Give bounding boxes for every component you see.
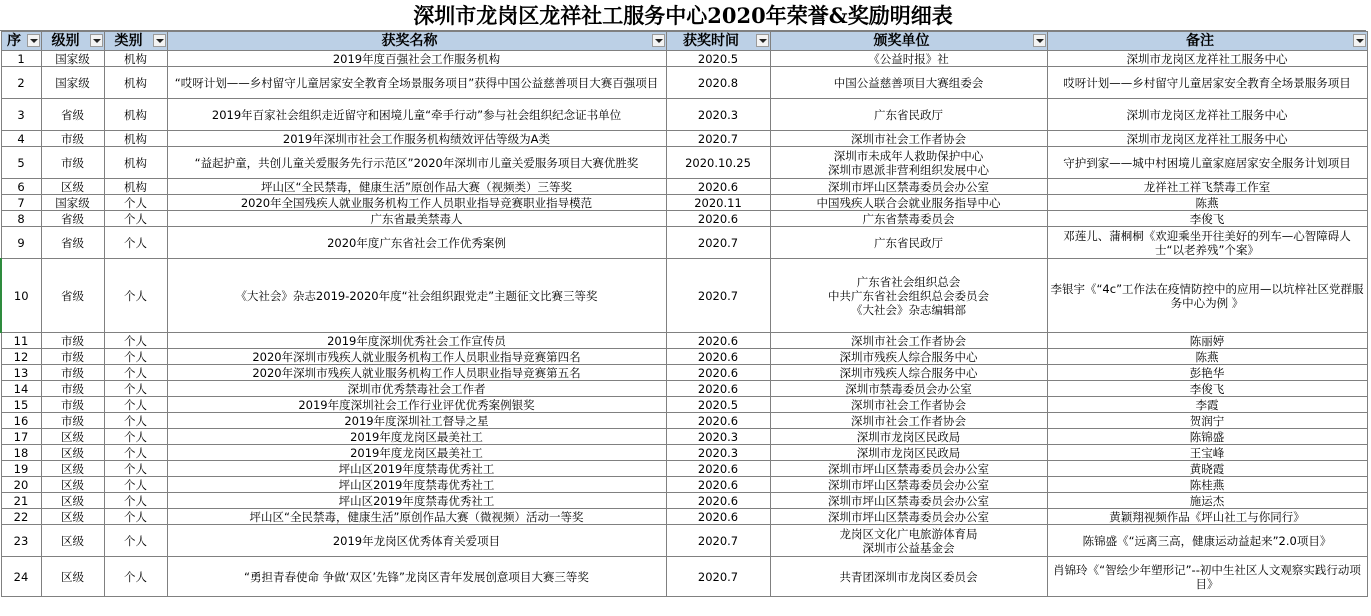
type-cell[interactable]: 个人: [104, 557, 167, 597]
issuer-cell[interactable]: 深圳市坪山区禁毒委员会办公室: [770, 509, 1047, 525]
row-number[interactable]: 17: [1, 429, 41, 445]
type-cell[interactable]: 个人: [104, 365, 167, 381]
level-cell[interactable]: 市级: [41, 413, 104, 429]
row-number[interactable]: 10: [1, 259, 41, 333]
note-cell[interactable]: 哎呀计划——乡村留守儿童居家安全教育全场景服务项目: [1047, 67, 1367, 99]
level-cell[interactable]: 市级: [41, 381, 104, 397]
award-time-cell[interactable]: 2020.6: [666, 179, 770, 195]
type-cell[interactable]: 个人: [104, 397, 167, 413]
type-cell[interactable]: 个人: [104, 509, 167, 525]
table-row: [1, 333, 1367, 349]
award-name-cell[interactable]: 2019年度深圳优秀社会工作宣传员: [167, 333, 666, 349]
award-name-cell[interactable]: 《大社会》杂志2019-2020年度“社会组织跟党走”主题征文比赛三等奖: [167, 259, 666, 333]
table-row: [1, 557, 1367, 597]
table-row: [1, 477, 1367, 493]
row-number[interactable]: 8: [1, 211, 41, 227]
col-header-issuer: 颁奖单位: [770, 32, 1047, 51]
level-cell[interactable]: 区级: [41, 477, 104, 493]
issuer-cell[interactable]: 深圳市残疾人综合服务中心: [770, 365, 1047, 381]
award-name-cell[interactable]: 2020年度广东省社会工作优秀案例: [167, 227, 666, 259]
award-time-cell[interactable]: 2020.7: [666, 525, 770, 557]
table-row: [1, 67, 1367, 99]
note-cell[interactable]: 龙祥社工祥飞禁毒工作室: [1047, 179, 1367, 195]
row-number[interactable]: 11: [1, 333, 41, 349]
award-name-cell[interactable]: 深圳市优秀禁毒社会工作者: [167, 381, 666, 397]
type-cell[interactable]: 个人: [104, 477, 167, 493]
award-time-cell[interactable]: 2020.7: [666, 227, 770, 259]
award-name-cell[interactable]: 2019年深圳市社会工作服务机构绩效评估等级为A类: [167, 131, 666, 147]
note-cell[interactable]: 李俊飞: [1047, 211, 1367, 227]
note-cell[interactable]: 邓莲儿、蒲桐桐《欢迎乘坐开往美好的列车—心智障碍人士“以老养残”个案》: [1047, 227, 1367, 259]
award-name-cell[interactable]: 2019年度深圳社会工作行业评优优秀案例银奖: [167, 397, 666, 413]
type-cell[interactable]: 机构: [104, 131, 167, 147]
note-cell[interactable]: 李霞: [1047, 397, 1367, 413]
row-number[interactable]: 3: [1, 99, 41, 131]
issuer-cell[interactable]: 广东省社会组织总会 中共广东省社会组织总会委员会 《大社会》杂志编辑部: [770, 259, 1047, 333]
issuer-cell[interactable]: 深圳市坪山区禁毒委员会办公室: [770, 477, 1047, 493]
award-time-cell[interactable]: 2020.3: [666, 445, 770, 461]
table-row: [1, 99, 1367, 131]
filter-dropdown-icon[interactable]: [652, 34, 665, 47]
row-number[interactable]: 12: [1, 349, 41, 365]
award-name-cell[interactable]: 坪山区“全民禁毒，健康生活”原创作品大赛（微视频）活动一等奖: [167, 509, 666, 525]
issuer-cell[interactable]: 深圳市社会工作者协会: [770, 131, 1047, 147]
type-cell[interactable]: 机构: [104, 67, 167, 99]
row-number[interactable]: 6: [1, 179, 41, 195]
award-name-cell[interactable]: 2019年度龙岗区最美社工: [167, 429, 666, 445]
note-cell[interactable]: 彭艳华: [1047, 365, 1367, 381]
row-number[interactable]: 7: [1, 195, 41, 211]
filter-dropdown-icon[interactable]: [1353, 34, 1366, 47]
issuer-cell[interactable]: 龙岗区文化广电旅游体育局 深圳市公益基金会: [770, 525, 1047, 557]
award-time-cell[interactable]: 2020.11: [666, 195, 770, 211]
level-cell[interactable]: 市级: [41, 131, 104, 147]
level-cell[interactable]: 区级: [41, 179, 104, 195]
note-cell[interactable]: 深圳市龙岗区龙祥社工服务中心: [1047, 99, 1367, 131]
row-number[interactable]: 20: [1, 477, 41, 493]
issuer-cell[interactable]: 深圳市坪山区禁毒委员会办公室: [770, 461, 1047, 477]
award-name-cell[interactable]: “勇担青春使命 争做‘双区’先锋”龙岗区青年发展创意项目大赛三等奖: [167, 557, 666, 597]
type-cell[interactable]: 个人: [104, 259, 167, 333]
note-cell[interactable]: 陈丽婷: [1047, 333, 1367, 349]
award-name-cell[interactable]: 坪山区2019年度禁毒优秀社工: [167, 477, 666, 493]
issuer-cell[interactable]: 深圳市社会工作者协会: [770, 397, 1047, 413]
level-cell[interactable]: 区级: [41, 461, 104, 477]
note-cell[interactable]: 陈锦盛《“远离三高，健康运动益起来”2.0项目》: [1047, 525, 1367, 557]
award-time-cell[interactable]: 2020.7: [666, 557, 770, 597]
note-cell[interactable]: 陈燕: [1047, 195, 1367, 211]
level-cell[interactable]: 市级: [41, 349, 104, 365]
award-time-cell[interactable]: 2020.6: [666, 381, 770, 397]
level-cell[interactable]: 国家级: [41, 195, 104, 211]
level-cell[interactable]: 省级: [41, 259, 104, 333]
issuer-cell[interactable]: 深圳市龙岗区民政局: [770, 445, 1047, 461]
table-row: [1, 227, 1367, 259]
type-cell[interactable]: 个人: [104, 429, 167, 445]
table-row: [1, 381, 1367, 397]
row-number[interactable]: 18: [1, 445, 41, 461]
table-row: [1, 445, 1367, 461]
award-name-cell[interactable]: 2020年深圳市残疾人就业服务机构工作人员职业指导竞赛第五名: [167, 365, 666, 381]
table-row: [1, 147, 1367, 179]
col-header-award-name: 获奖名称: [167, 32, 666, 51]
type-cell[interactable]: 机构: [104, 99, 167, 131]
table-row: [1, 525, 1367, 557]
type-cell[interactable]: 机构: [104, 51, 167, 67]
note-cell[interactable]: 陈桂燕: [1047, 477, 1367, 493]
issuer-cell[interactable]: 深圳市坪山区禁毒委员会办公室: [770, 179, 1047, 195]
type-cell[interactable]: 个人: [104, 227, 167, 259]
table-row: [1, 493, 1367, 509]
filter-dropdown-icon[interactable]: [90, 34, 103, 47]
level-cell[interactable]: 区级: [41, 493, 104, 509]
table-row: [1, 131, 1367, 147]
table-row: [1, 349, 1367, 365]
row-number[interactable]: 19: [1, 461, 41, 477]
level-cell[interactable]: 区级: [41, 429, 104, 445]
issuer-cell[interactable]: 深圳市禁毒委员会办公室: [770, 381, 1047, 397]
level-cell[interactable]: 区级: [41, 509, 104, 525]
award-time-cell[interactable]: 2020.6: [666, 349, 770, 365]
level-cell[interactable]: 区级: [41, 557, 104, 597]
row-number[interactable]: 24: [1, 557, 41, 597]
award-name-cell[interactable]: 2019年度深圳社工督导之星: [167, 413, 666, 429]
award-time-cell[interactable]: 2020.8: [666, 67, 770, 99]
award-time-cell[interactable]: 2020.6: [666, 211, 770, 227]
note-cell[interactable]: 陈锦盛: [1047, 429, 1367, 445]
issuer-cell[interactable]: 《公益时报》社: [770, 51, 1047, 67]
table-row: [1, 397, 1367, 413]
sheet-title: 深圳市龙岗区龙祥社工服务中心2020年荣誉&奖励明细表: [0, 0, 1366, 31]
award-name-cell[interactable]: 2019年度百强社会工作服务机构: [167, 51, 666, 67]
level-cell[interactable]: 省级: [41, 99, 104, 131]
filter-dropdown-icon[interactable]: [27, 34, 40, 47]
row-number[interactable]: 21: [1, 493, 41, 509]
award-time-cell[interactable]: 2020.6: [666, 461, 770, 477]
issuer-cell[interactable]: 深圳市社会工作者协会: [770, 333, 1047, 349]
note-cell[interactable]: 李俊飞: [1047, 381, 1367, 397]
award-name-cell[interactable]: 广东省最美禁毒人: [167, 211, 666, 227]
row-number[interactable]: 22: [1, 509, 41, 525]
award-name-cell[interactable]: 2020年深圳市残疾人就业服务机构工作人员职业指导竞赛第四名: [167, 349, 666, 365]
filter-dropdown-icon[interactable]: [153, 34, 166, 47]
note-cell[interactable]: 黄晓霞: [1047, 461, 1367, 477]
row-number[interactable]: 15: [1, 397, 41, 413]
row-number[interactable]: 13: [1, 365, 41, 381]
award-name-cell[interactable]: 2019年百家社会组织走近留守和困境儿童“牵手行动”参与社会组织纪念证书单位: [167, 99, 666, 131]
type-cell[interactable]: 个人: [104, 525, 167, 557]
col-header-award-time: 获奖时间: [666, 32, 770, 51]
issuer-cell[interactable]: 广东省民政厅: [770, 227, 1047, 259]
note-cell[interactable]: 贺润宁: [1047, 413, 1367, 429]
level-cell[interactable]: 市级: [41, 397, 104, 413]
award-time-cell[interactable]: 2020.5: [666, 397, 770, 413]
award-name-cell[interactable]: 2020年全国残疾人就业服务机构工作人员职业指导竞赛职业指导模范: [167, 195, 666, 211]
level-cell[interactable]: 国家级: [41, 67, 104, 99]
row-number[interactable]: 5: [1, 147, 41, 179]
row-number[interactable]: 23: [1, 525, 41, 557]
col-header-notes: 备注: [1047, 32, 1367, 51]
note-cell[interactable]: 黄颖翔视频作品《坪山社工与你同行》: [1047, 509, 1367, 525]
issuer-cell[interactable]: 中国公益慈善项目大赛组委会: [770, 67, 1047, 99]
row-number[interactable]: 2: [1, 67, 41, 99]
award-time-cell[interactable]: 2020.6: [666, 365, 770, 381]
issuer-cell[interactable]: 深圳市龙岗区民政局: [770, 429, 1047, 445]
table-row: [1, 461, 1367, 477]
col-header-level: 级别: [41, 32, 104, 51]
note-cell[interactable]: 肖锦玲《“智绘少年塑形记”--初中生社区人文观察实践行动项目》: [1047, 557, 1367, 597]
issuer-cell[interactable]: 广东省禁毒委员会: [770, 211, 1047, 227]
type-cell[interactable]: 机构: [104, 179, 167, 195]
award-time-cell[interactable]: 2020.6: [666, 493, 770, 509]
row-number[interactable]: 1: [1, 51, 41, 67]
level-cell[interactable]: 区级: [41, 525, 104, 557]
note-cell[interactable]: 李银宇《“4c”工作法在疫情防控中的应用—以坑梓社区党群服务中心为例 》: [1047, 259, 1367, 333]
honors-table: [0, 31, 1368, 597]
award-time-cell[interactable]: 2020.6: [666, 333, 770, 349]
level-cell[interactable]: 国家级: [41, 51, 104, 67]
award-time-cell[interactable]: 2020.6: [666, 413, 770, 429]
award-time-cell[interactable]: 2020.7: [666, 131, 770, 147]
col-header-no: 序: [1, 32, 41, 51]
issuer-cell[interactable]: 广东省民政厅: [770, 99, 1047, 131]
note-cell[interactable]: 陈燕: [1047, 349, 1367, 365]
type-cell[interactable]: 个人: [104, 413, 167, 429]
col-header-type: 类别: [104, 32, 167, 51]
award-name-cell[interactable]: 坪山区2019年度禁毒优秀社工: [167, 461, 666, 477]
award-time-cell[interactable]: 2020.3: [666, 99, 770, 131]
note-cell[interactable]: 守护到家——城中村困境儿童家庭居家安全服务计划项目: [1047, 147, 1367, 179]
table-row: [1, 179, 1367, 195]
award-name-cell[interactable]: 坪山区“全民禁毒，健康生活”原创作品大赛（视频类）三等奖: [167, 179, 666, 195]
type-cell[interactable]: 机构: [104, 147, 167, 179]
type-cell[interactable]: 个人: [104, 461, 167, 477]
filter-dropdown-icon[interactable]: [1033, 34, 1046, 47]
issuer-cell[interactable]: 中国残疾人联合会就业服务指导中心: [770, 195, 1047, 211]
issuer-cell[interactable]: 深圳市社会工作者协会: [770, 413, 1047, 429]
issuer-cell[interactable]: 共青团深圳市龙岗区委员会: [770, 557, 1047, 597]
level-cell[interactable]: 市级: [41, 333, 104, 349]
table-row: [1, 195, 1367, 211]
award-time-cell[interactable]: 2020.5: [666, 51, 770, 67]
type-cell[interactable]: 个人: [104, 493, 167, 509]
award-name-cell[interactable]: “益起护童，共创儿童关爱服务先行示范区”2020年深圳市儿童关爱服务项目大赛优胜奖: [167, 147, 666, 179]
table-row: [1, 211, 1367, 227]
award-name-cell[interactable]: “哎呀计划——乡村留守儿童居家安全教育全场景服务项目”获得中国公益慈善项目大赛百强项目: [167, 67, 666, 99]
note-cell[interactable]: 深圳市龙岗区龙祥社工服务中心: [1047, 131, 1367, 147]
award-time-cell[interactable]: 2020.10.25: [666, 147, 770, 179]
award-time-cell[interactable]: 2020.6: [666, 509, 770, 525]
type-cell[interactable]: 个人: [104, 349, 167, 365]
level-cell[interactable]: 省级: [41, 227, 104, 259]
table-row: [1, 259, 1367, 333]
award-name-cell[interactable]: 坪山区2019年度禁毒优秀社工: [167, 493, 666, 509]
filter-dropdown-icon[interactable]: [756, 34, 769, 47]
award-time-cell[interactable]: 2020.7: [666, 259, 770, 333]
issuer-cell[interactable]: 深圳市坪山区禁毒委员会办公室: [770, 493, 1047, 509]
table-row: [1, 429, 1367, 445]
type-cell[interactable]: 个人: [104, 381, 167, 397]
table-row: [1, 509, 1367, 525]
note-cell[interactable]: 施运杰: [1047, 493, 1367, 509]
level-cell[interactable]: 区级: [41, 445, 104, 461]
header-row: [1, 32, 1367, 51]
award-time-cell[interactable]: 2020.3: [666, 429, 770, 445]
award-name-cell[interactable]: 2019年度龙岗区最美社工: [167, 445, 666, 461]
type-cell[interactable]: 个人: [104, 195, 167, 211]
issuer-cell[interactable]: 深圳市残疾人综合服务中心: [770, 349, 1047, 365]
type-cell[interactable]: 个人: [104, 333, 167, 349]
issuer-cell[interactable]: 深圳市未成年人救助保护中心 深圳市恩派非营利组织发展中心: [770, 147, 1047, 179]
type-cell[interactable]: 个人: [104, 211, 167, 227]
table-row: [1, 365, 1367, 381]
table-row: [1, 51, 1367, 67]
note-cell[interactable]: 深圳市龙岗区龙祥社工服务中心: [1047, 51, 1367, 67]
row-number[interactable]: 4: [1, 131, 41, 147]
award-time-cell[interactable]: 2020.6: [666, 477, 770, 493]
award-name-cell[interactable]: 2019年龙岗区优秀体育关爱项目: [167, 525, 666, 557]
type-cell[interactable]: 个人: [104, 445, 167, 461]
note-cell[interactable]: 王宝峰: [1047, 445, 1367, 461]
level-cell[interactable]: 省级: [41, 211, 104, 227]
row-number[interactable]: 16: [1, 413, 41, 429]
row-number[interactable]: 14: [1, 381, 41, 397]
level-cell[interactable]: 市级: [41, 365, 104, 381]
table-row: [1, 413, 1367, 429]
row-number[interactable]: 9: [1, 227, 41, 259]
level-cell[interactable]: 市级: [41, 147, 104, 179]
